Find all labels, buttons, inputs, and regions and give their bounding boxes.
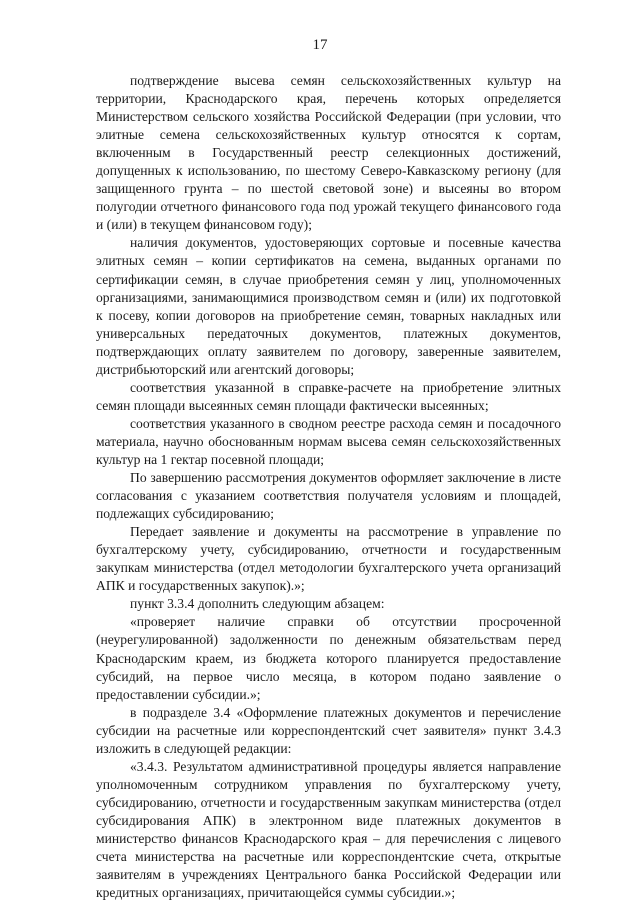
page-number: 17 — [312, 37, 328, 53]
document-body — [96, 72, 561, 902]
paragraph-1: подтверждение высева семян сельскохозяйственных культур на территории, Краснодарского края, перечень которых определяется Министерством сельского хозяйства Российской Федерации (при условии, что элитные семена сельскохозяйственных культур относятся к сортам, включенным в Государственный реестр селекционных достижений, допущенных к использованию, по шестому Северо-Кавказскому региону (для защищенного грунта – по шестой световой зоне) и высеяны во втором полугодии отчетного финансового года под урожай текущего финансового года и (или) в текущем финансовом году); — [96, 73, 561, 233]
paragraph-9: в подразделе 3.4 «Оформление платежных документов и перечисление субсидии на расчетные или корреспондентский счет заявителя» пункт 3.4.3 изложить в следующей редакции: — [96, 704, 561, 756]
paragraph-10: «3.4.3. Результатом административной процедуры является направление уполномоченным сотрудником управления по бухгалтерскому учету, субсидированию, отчетности и государственным закупкам министерства (отдел субсидирования АПК) в электронном виде платежных документов в министерство финансов Краснодарского края – для перечисления с лицевого счета министерства на расчетные или корреспондентские счета, открытые заявителям в учреждениях Центрального банка Российской Федерации или кредитных организациях, причитающейся суммы субсидии.»; — [96, 758, 561, 901]
paragraph-4: соответствия указанного в сводном реестре расхода семян и посадочного материала, научно обоснованным нормам высева семян сельскохозяйственных культур на 1 гектар посевной площади; — [96, 415, 561, 467]
paragraph-3: соответствия указанной в справке-расчете на приобретение элитных семян площади высеянных семян площади фактически высеянных; — [96, 379, 561, 413]
paragraph-7: пункт 3.3.4 дополнить следующим абзацем: — [130, 596, 385, 612]
paragraph-5: По завершению рассмотрения документов оформляет заключение в листе согласования с указанием соответствия получателя условиям и площадей, подлежащих субсидированию; — [96, 470, 561, 522]
paragraph-6: Передает заявление и документы на рассмотрение в управление по бухгалтерскому учету, субсидированию, отчетности и государственным закупкам министерства (отдел методологии бухгалтерского учета организаций АПК и государственных закупок).»; — [96, 524, 561, 594]
paragraph-8: «проверяет наличие справки об отсутствии просроченной (неурегулированной) задолженности по денежным обязательствам перед Краснодарским краем, из бюджета которого планируется предоставление субсидий, на первое число месяца, в котором подано заявление о предоставлении субсидии.»; — [96, 614, 561, 702]
paragraph-2: наличия документов, удостоверяющих сортовые и посевные качества элитных семян – копии сертификатов на семена, выданных органами по сертификации семян, в случае приобретения семян у лиц, уполномоченных организациями, занимающимися производством семян и (или) их подготовкой к посеву, копии договоров на приобретение семян, товарных накладных или универсальных передаточных документов, платежных документов, подтверждающих оплату заявителем по договору, заверенные заявителем, дистрибьюторский или агентский договоры; — [96, 235, 561, 377]
